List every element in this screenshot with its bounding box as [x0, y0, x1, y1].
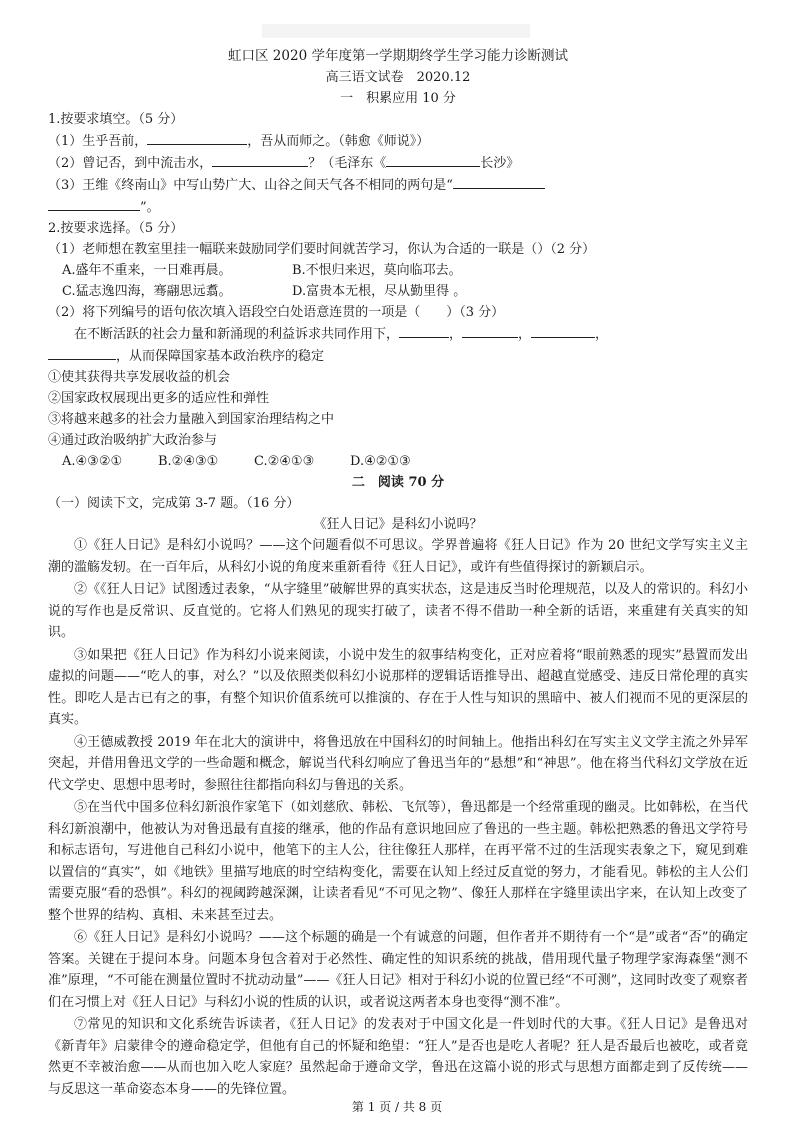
q2-part1-options-row1 — [48, 260, 748, 281]
q1-line2 — [48, 152, 748, 174]
q1-l2-text-c: 长沙》 — [480, 156, 520, 171]
q2-part2-options — [48, 451, 748, 472]
article-title: 《狂人日记》是科幻小说吗？ — [313, 517, 483, 532]
q2-p1-option-c[interactable]: C.猛志逸四海，骞翮思远翥。 — [62, 284, 232, 299]
article-body — [48, 535, 748, 1100]
q2-sentence-2: ②国家政权展现出更多的适应性和弹性 — [48, 391, 270, 406]
article-paragraph-3: ③如果把《狂人日记》作为科幻小说来阅读，小说中发生的叙事结构变化，正对应着将“眼前熟悉的现实”悬置而发出虚拟的问题——“吃人的事，对么？”以及依照类似科幻小说那样的逻辑话语推导出、超越直觉感受、违反日常伦理的真实性。即吃人是古已有之的事，有整个知识价值系统可以推演的、存在于人性与知识的黑暗中、被人们视而不见的更深层的真实。 — [48, 647, 748, 727]
q2-passage-blank1[interactable] — [399, 323, 449, 338]
q1-l1-text-b: ，吾从而师之。（韩愈《师说》） — [247, 134, 430, 149]
q2-passage-text-a: 在不断活跃的社会力量和新涌现的利益诉求共同作用下， — [74, 327, 400, 342]
q1-line3-cont — [48, 196, 748, 218]
exam-page — [48, 46, 748, 1101]
q1-l2-blank1[interactable] — [212, 152, 308, 167]
q1-l3-text-b: ”。 — [140, 200, 160, 215]
q1-l3-text-a: （3）王维《终南山》中写山势广大、山谷之间天气各不相同的两句是“ — [48, 178, 453, 193]
q1-line3 — [48, 174, 748, 196]
q1-head: 1.按要求填空。（5 分） — [48, 112, 184, 127]
q2-part2: （2）将下列编号的语句依次填入语段空白处语意连贯的一项是（ ）（3 分） — [48, 305, 505, 320]
q2-part2-passage-cont — [48, 345, 748, 367]
exam-subtitle: 高三语文试卷 2020.12 — [325, 70, 471, 85]
reading-intro: （一）阅读下文，完成第 3-7 题。（16 分） — [48, 496, 300, 511]
article-paragraph-6: ⑥《狂人日记》是科幻小说吗？——这个标题的确是一个有诚意的问题，但作者并不期待有一个“是”或者“否”的确定答案。关键在于提问本身。问题本身包含着对于必然性、确定性的知识系统的挑战，借用现代量子物理学家海森堡“测不准”原理，“不可能在测量位置时不扰动动量”——《狂人日记》相对于科幻小说的位置已经“不可测”，这同时改变了观察者们在习惯上对《狂人日记》与科幻小说的性质的认识，或者说这两者本身也变得“测不准”。 — [48, 930, 748, 1010]
q1-l2-blank2[interactable] — [386, 152, 480, 167]
q2-passage-text-b: ，从而保障国家基本政治秩序的稳定 — [116, 349, 325, 364]
article-paragraph-5: ⑤在当代中国多位科幻新浪作家笔下（如刘慈欣、韩松、飞氘等），鲁迅都是一个经常重现的幽灵。比如韩松，在当代科幻新浪潮中，他被认为对鲁迅最有直接的继承，他的作品有意识地回应了鲁迅的一些主题。韩松把熟悉的鲁迅文学符号和标志语句，写进他自己科幻小说中，他笔下的主人公，往往像狂人那样，在再平常不过的生活现实表象之下，窥见到难以置信的“真实”，如《地铁》里描写地底的时空结构变化，需要在认知上经过反直觉的努力，才能看见。韩松的主人公们需要克服“看的恐惧”。科幻的视阈跨越深渊，让读者看见“不可见之物”、像狂人那样在字缝里读出字来，在认知上改变了整个世界的结构、真相、未来甚至过去。 — [48, 800, 748, 923]
q2-head: 2.按要求选择。（5 分） — [48, 221, 184, 236]
q2-p1-option-d[interactable]: D.富贵本无根，尽从勤里得 。 — [292, 284, 467, 299]
article-paragraph-1: ①《狂人日记》是科幻小说吗？——这个问题看似不可思议。学界普遍将《狂人日记》作为 20 世纪文学写实主义主潮的滥觞发轫。在一百年后，从科幻小说的角度来重新看待《狂人日记》，或许有些值得探讨的新颖启示。 — [48, 538, 748, 575]
q1-l1-blank[interactable] — [147, 130, 247, 145]
q2-part1-options-row2 — [48, 281, 748, 302]
q2-p1-option-a[interactable]: A.盛年不重来，一日难再晨。 — [62, 263, 232, 278]
q2-part1: （1）老师想在教室里挂一幅联来鼓励同学们要时间就苦学习，你认为合适的一联是（）（2 分） — [48, 242, 596, 257]
q2-p2-option-b[interactable]: B.②④③① — [158, 454, 219, 469]
header-scan-strip — [262, 24, 530, 38]
q2-part2-passage: 在不断活跃的社会力量和新涌现的利益诉求共同作用下， ， ， ， — [48, 323, 748, 345]
q2-passage-blank4[interactable] — [48, 345, 116, 360]
article-paragraph-7: ⑦常见的知识和文化系统告诉读者，《狂人日记》的发表对于中国文化是一件划时代的大事。《狂人日记》是鲁迅对《新青年》启蒙律令的遵命稳定学，但他有自己的怀疑和绝望：“狂人”是否也是吃人者呢？狂人是否最后也被吃，或者竟然更不幸被治愈——从而也加入吃人家庭？虽然起命于遵命文学，鲁迅在这篇小说的形式与思想方面都走到了反传统——与反思这一革命姿态本身——的先锋位置。 — [48, 1017, 748, 1097]
q1-l2-text-b: ？（毛泽东《 — [308, 156, 387, 171]
q2-p2-option-d[interactable]: D.④②①③ — [350, 454, 411, 469]
page-footer: 第 1 页 / 共 8 页 — [351, 1100, 443, 1114]
article-paragraph-2: ②《《狂人日记》试图透过表象，“从字缝里”破解世界的真实状态，这是违反当时伦理规范，以及人的常识的。科幻小说的写作也是反常识、反直觉的。它将人们熟见的现实打破了，读者不得不借助一种全新的话语，来重建有关真实的知识。 — [48, 582, 748, 640]
q1-l3-blank1[interactable] — [453, 174, 545, 189]
q2-p2-option-c[interactable]: C.②④①③ — [254, 454, 315, 469]
q1-l2-text-a: （2）曾记否，到中流击水， — [48, 156, 213, 171]
article-paragraph-4: ④王德威教授 2019 年在北大的演讲中，将鲁迅放在中国科幻的时间轴上。他指出科幻在写实主义文学主流之外异军突起，并借用鲁迅文学的一些命题和概念，解说当代科幻响应了鲁迅当年的“悬想”和“神思”。他在将当代科幻文学放在近代文学史、思想中思考时，参照往往都指向科幻与鲁迅的关系。 — [48, 734, 748, 793]
q1-line1 — [48, 130, 748, 152]
q2-p1-option-b[interactable]: B.不恨归来迟，莫向临邛去。 — [292, 263, 462, 278]
q2-sentence-4: ④通过政治吸纳扩大政治参与 — [48, 433, 218, 448]
q1-l1-text-a: （1）生乎吾前， — [48, 134, 148, 149]
q1-l3-blank2[interactable] — [48, 196, 140, 211]
q2-p2-option-a[interactable]: A.④③②① — [62, 454, 123, 469]
section1-title: 一 积累应用 10 分 — [340, 91, 456, 106]
q2-passage-blank2[interactable] — [462, 323, 518, 338]
q2-sentence-1: ①使其获得共享发展收益的机会 — [48, 370, 231, 385]
section2-title: 二 阅读 70 分 — [351, 475, 445, 490]
q2-passage-blank3[interactable] — [531, 323, 595, 338]
q2-sentence-3: ③将越来越多的社会力量融入到国家治理结构之中 — [48, 412, 335, 427]
exam-title: 虹口区 2020 学年度第一学期期终学生学习能力诊断测试 — [228, 48, 568, 64]
